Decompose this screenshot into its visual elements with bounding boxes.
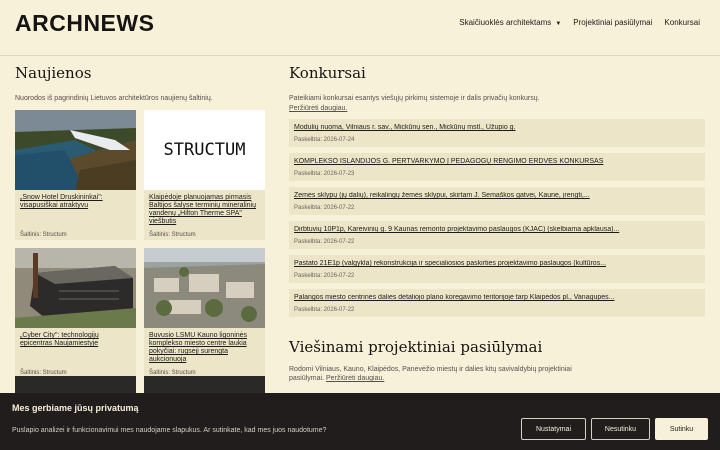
news-title: Naujienos <box>15 64 92 82</box>
competition-date: Paskelbta: 2026-07-22 <box>294 273 355 279</box>
competition-item[interactable] <box>289 221 705 249</box>
news-card-source: Šaltinis: Structum <box>20 232 67 238</box>
main-nav <box>459 18 700 27</box>
nav-item-competitions[interactable]: Konkursai <box>664 18 700 27</box>
competition-date: Paskelbta: 2026-07-24 <box>294 137 355 143</box>
competition-title[interactable]: Žemės sklypų (jų dalių), reikalingų žemės sklypui, skirtam J. Semaškos gatvei, Kaune, įrengti,... <box>294 192 590 199</box>
cookie-title: Mes gerbiame jūsų privatumą <box>12 403 139 413</box>
cookie-banner <box>0 393 720 450</box>
competitions-title: Konkursai <box>289 64 366 82</box>
competition-title[interactable]: Dirbtuvių 10P1p, Kareivinių g. 9 Kaunas remonto projektavimo paslaugos (KJAC) (skelbiama apklausa)... <box>294 226 620 233</box>
nav-item-proposals[interactable]: Projektiniai pasiūlymai <box>573 18 653 27</box>
nav-item-label: Skaičiuoklės architektams <box>459 18 552 27</box>
nav-item-calculators[interactable] <box>459 18 561 27</box>
site-header <box>0 0 720 56</box>
competition-date: Paskelbta: 2026-07-22 <box>294 307 355 313</box>
cookie-message: Puslapio analizei ir funkcionavimui mes naudojame slapukus. Ar sutinkate, kad mes juos naudotume? <box>12 427 327 434</box>
competition-item[interactable] <box>289 153 705 181</box>
competitions-lead-text: Pateikiami konkursai esantys viešųjų pirkimų sistemoje ir dalis privačių konkursų. <box>289 95 540 102</box>
competition-date: Paskelbta: 2026-07-22 <box>294 205 355 211</box>
news-card[interactable] <box>15 110 136 240</box>
competitions-column <box>289 64 707 382</box>
news-image-lsmu-complex[interactable] <box>144 248 265 328</box>
cookie-accept-button[interactable]: Sutinku <box>655 418 708 440</box>
competition-item[interactable] <box>289 255 705 283</box>
news-card-title[interactable]: Buvusio LSMU Kauno ligoninės komplekso miesto centre laukia pokyčiai: rugsėjį surengta aukcionuoja <box>149 332 248 363</box>
competitions-more-link[interactable]: Peržiūrėti daugiau. <box>289 105 348 112</box>
proposals-more-link[interactable]: Peržiūrėti daugiau. <box>325 375 385 382</box>
competitions-lead <box>289 94 707 114</box>
news-image-snow-hotel[interactable] <box>15 110 136 190</box>
news-card[interactable] <box>144 248 265 378</box>
competition-item[interactable] <box>289 119 705 147</box>
news-card-title[interactable]: „Cyber City": technologijų epicentras Naujamiestyje <box>20 332 99 347</box>
competition-title[interactable]: Modulių nuoma, Vilniaus r. sav., Mickūnų sen., Mickūnų mstl., Užupio g. <box>294 124 516 131</box>
structum-logo[interactable] <box>144 110 265 190</box>
news-column <box>15 64 267 376</box>
site-logo[interactable]: ARCHNEWS <box>15 10 155 36</box>
news-card[interactable] <box>144 110 265 240</box>
competition-date: Paskelbta: 2026-07-23 <box>294 171 355 177</box>
news-card-source: Šaltinis: Structum <box>20 370 67 376</box>
competition-title[interactable]: Pastato 21E1p (valgykla) rekonstrukcija ir specialiosios paskirties projektavimo paslaugos (kultūros... <box>294 260 607 267</box>
news-card-title[interactable]: „Snow Hotel Druskininkai": visapusiškai atraktyvu <box>20 194 103 209</box>
competition-title[interactable]: Palangos miesto centrinės dalies detaliojo plano koregavimo teritorijoje tarp Klaipėdos pl., Vanagupės... <box>294 294 615 301</box>
news-card-title[interactable]: Klaipėdoje planuojamas pirmasis Baltijos šalyse terminių mineralinių vandenų „Hilton Therme SPA" viešbutis <box>149 194 256 225</box>
proposals-lead-text: Rodomi Vilniaus, Kauno, Klaipėdos, Panevėžio miestų ir dalies kitų savivaldybių projektiniai pasiūlymai. <box>289 366 572 382</box>
news-lead: Nuorodos iš pagrindinių Lietuvos architektūros naujienų šaltinių. <box>15 95 213 102</box>
structum-logo-text: STRUCTUM <box>163 140 246 160</box>
proposals-lead <box>289 365 579 383</box>
news-card[interactable] <box>15 248 136 378</box>
cookie-decline-button[interactable]: Nesutinku <box>591 418 650 440</box>
proposals-title: Viešinami projektiniai pasiūlymai <box>289 338 543 356</box>
competition-item[interactable] <box>289 187 705 215</box>
news-image-cyber-city[interactable] <box>15 248 136 328</box>
cookie-settings-button[interactable]: Nustatymai <box>521 418 586 440</box>
competition-date: Paskelbta: 2026-07-22 <box>294 239 355 245</box>
competition-title[interactable]: KOMPLEKSO ISLANDIJOS G. PERTVARKYMO Į PEDAGOGŲ RENGIMO ERDVES KONKURSAS <box>294 158 604 165</box>
competition-item[interactable] <box>289 289 705 317</box>
news-card-source: Šaltinis: Structum <box>149 370 196 376</box>
news-card-source: Šaltinis: Structum <box>149 232 196 238</box>
caret-down-icon: ▼ <box>555 21 562 27</box>
